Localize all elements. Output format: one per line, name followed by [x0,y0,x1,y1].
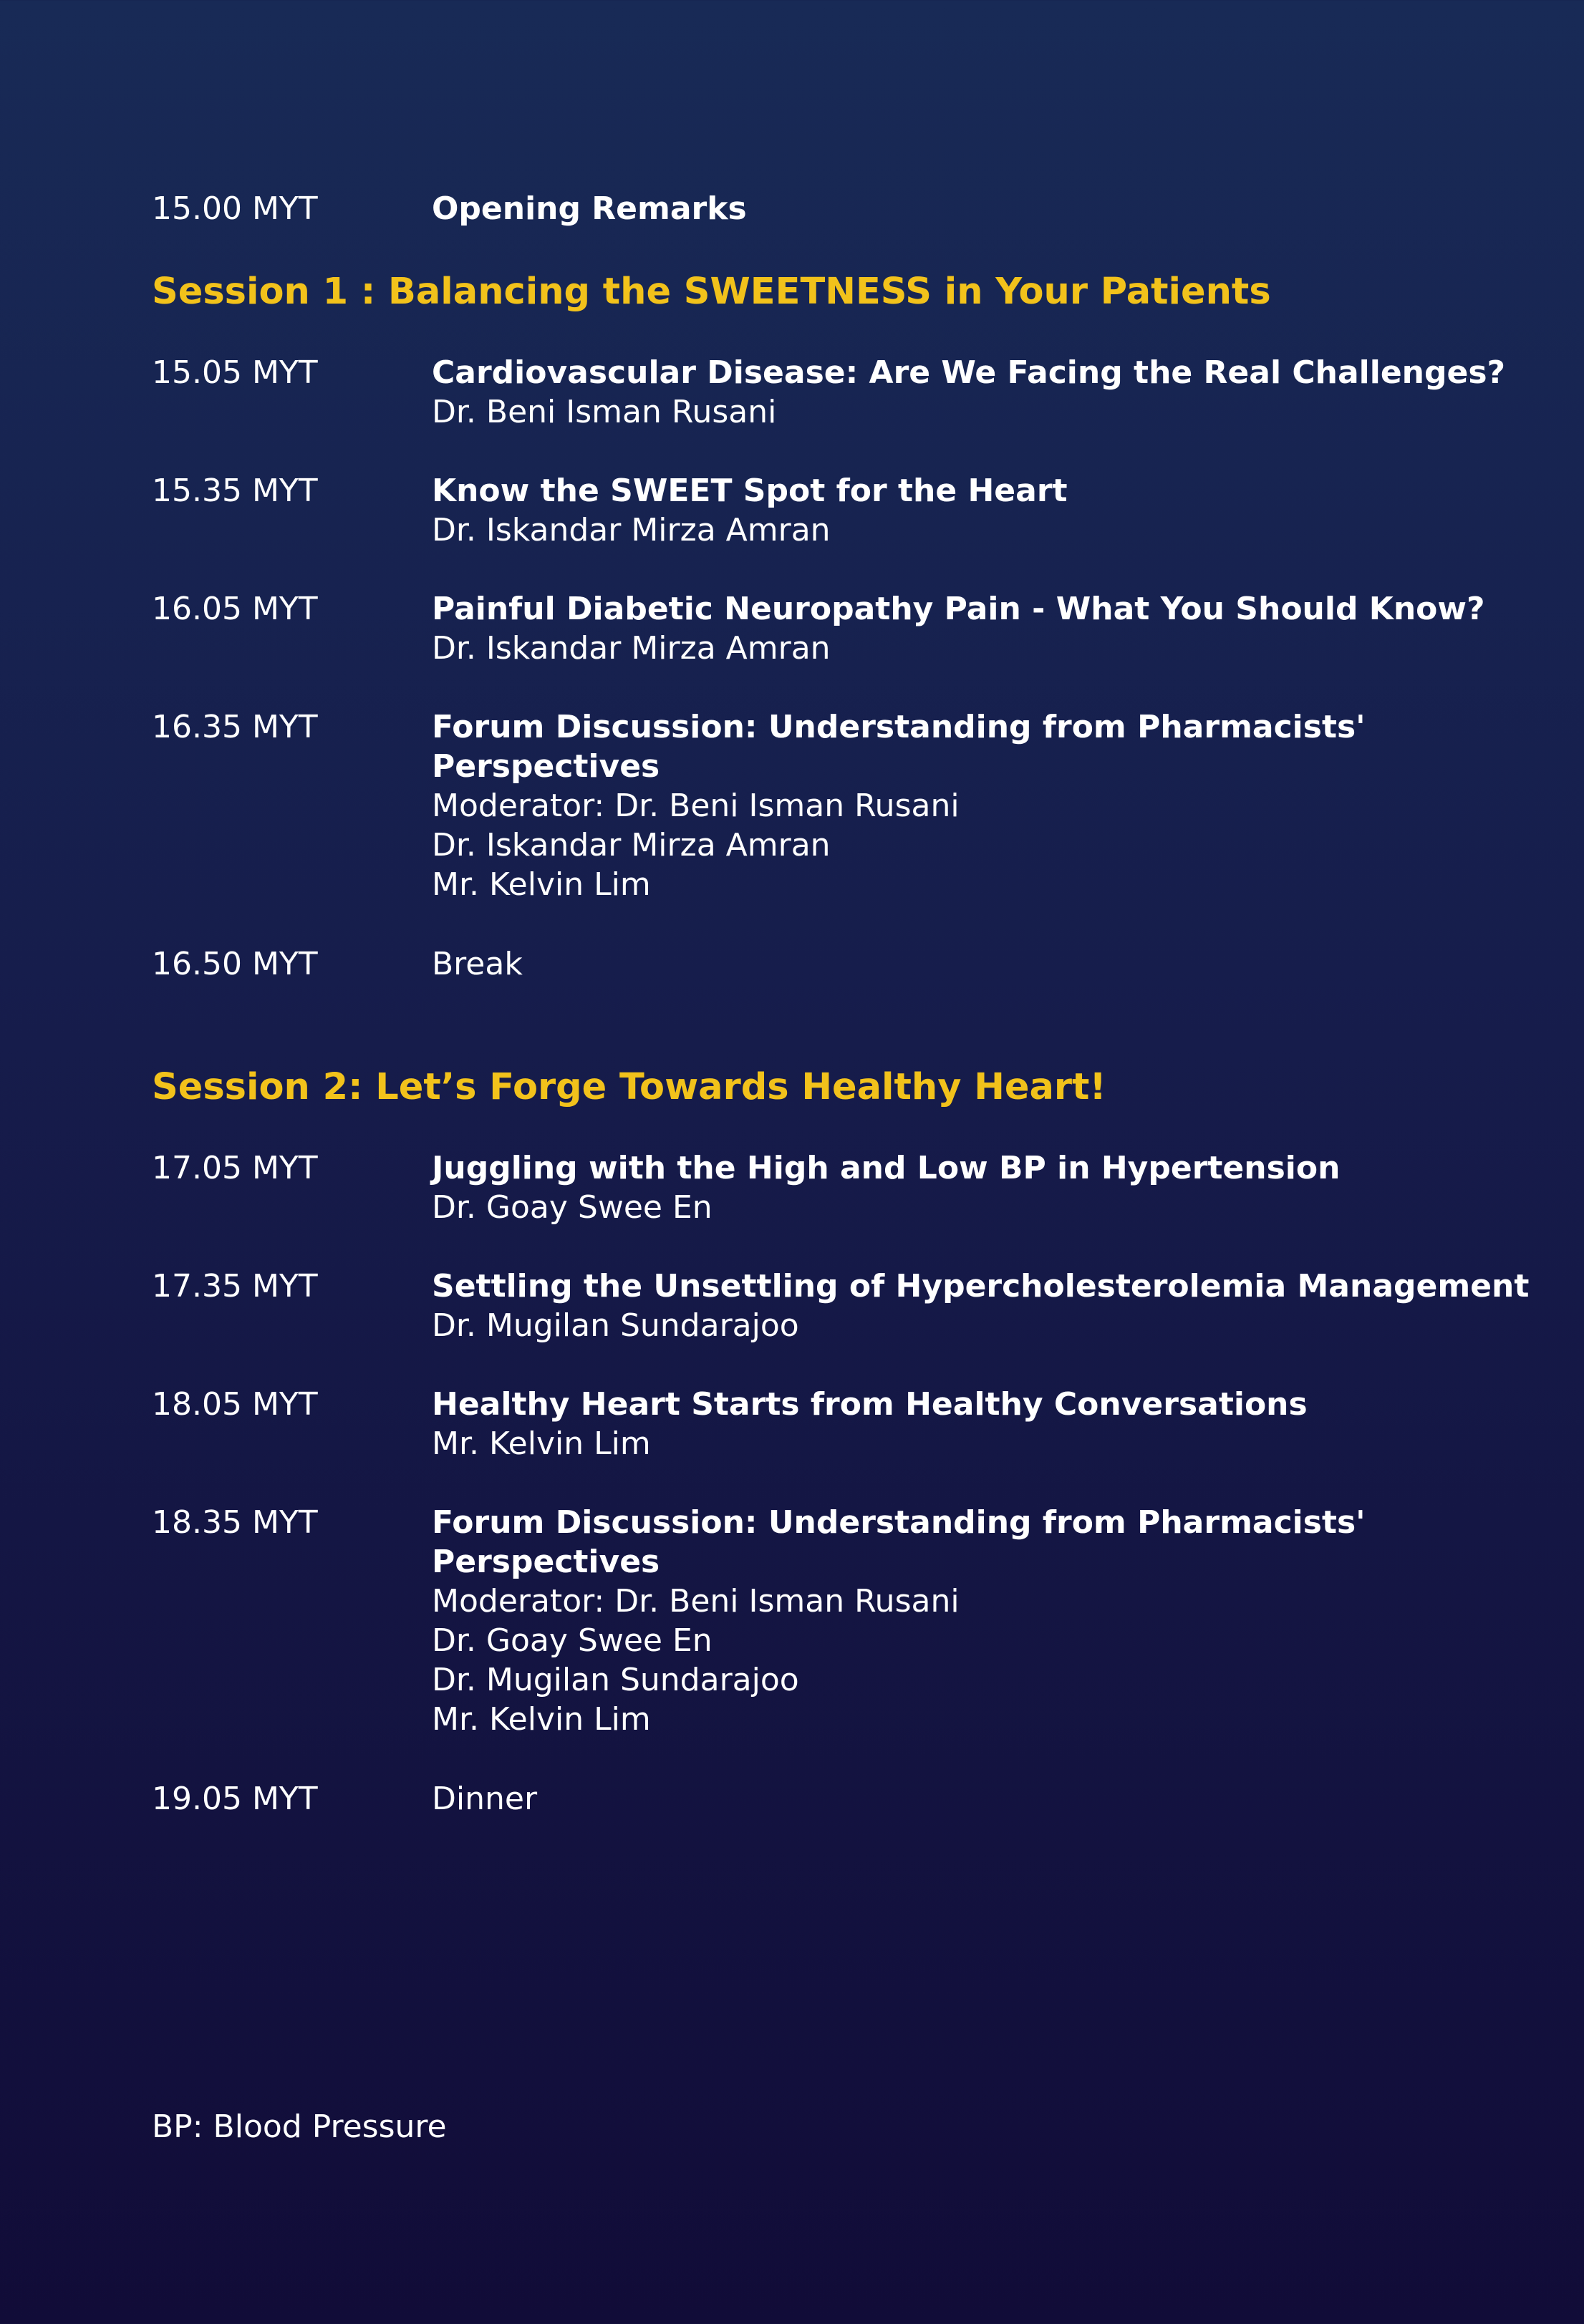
time-label: 15.35 MYT [152,473,318,509]
agenda-title: Opening Remarks [432,190,747,227]
moderator-name: Moderator: Dr. Beni Isman Rusani [432,788,960,824]
time-label: 18.05 MYT [152,1386,318,1423]
time-label: 16.05 MYT [152,591,318,627]
agenda-content [432,707,1584,904]
speaker-name: Dr. Goay Swee En [432,1189,713,1226]
session-1-heading: Session 1 : Balancing the SWEETNESS in Your Patients [152,271,1271,313]
agenda-title-line: Forum Discussion: Understanding from Pharmacists' [432,709,1366,745]
speaker-name: Dr. Iskandar Mirza Amran [432,630,831,667]
time-label: 19.05 MYT [152,1781,318,1817]
agenda-content [432,589,1584,668]
agenda-title-line: Forum Discussion: Understanding from Pharmacists' [432,1504,1366,1541]
speaker-name: Mr. Kelvin Lim [432,1701,651,1738]
speaker-name: Dr. Mugilan Sundarajoo [432,1307,799,1344]
agenda-title-line: Perspectives [432,748,660,785]
agenda-content [432,1148,1584,1227]
speaker-name: Dr. Beni Isman Rusani [432,394,777,430]
speaker-name: Mr. Kelvin Lim [432,866,651,903]
speaker-name: Mr. Kelvin Lim [432,1425,651,1462]
agenda-content [432,1267,1584,1345]
agenda-title: Know the SWEET Spot for the Heart [432,473,1068,509]
agenda-content [432,471,1584,550]
agenda-title: Settling the Unsettling of Hypercholesterolemia Management [432,1268,1530,1304]
session-2-heading: Session 2: Let’s Forge Towards Healthy Heart! [152,1066,1106,1108]
agenda-title: Healthy Heart Starts from Healthy Conversations [432,1386,1308,1423]
agenda-content [432,1503,1584,1739]
agenda-content [432,353,1584,432]
moderator-name: Moderator: Dr. Beni Isman Rusani [432,1583,960,1619]
speaker-name: Dr. Goay Swee En [432,1622,713,1659]
agenda-content [432,189,1584,228]
agenda-title-line: Perspectives [432,1544,660,1580]
time-label: 15.00 MYT [152,190,318,227]
agenda-title: Cardiovascular Disease: Are We Facing the Real Challenges? [432,354,1506,391]
time-label: 16.35 MYT [152,709,318,745]
speaker-name: Dr. Iskandar Mirza Amran [432,512,831,548]
time-label: 17.35 MYT [152,1268,318,1304]
time-label: 17.05 MYT [152,1150,318,1186]
speaker-name: Dr. Iskandar Mirza Amran [432,827,831,863]
agenda-content [432,944,1584,984]
footnote: BP: Blood Pressure [152,2108,447,2145]
dinner-label: Dinner [432,1781,538,1817]
break-label: Break [432,946,523,982]
agenda-title: Painful Diabetic Neuropathy Pain - What You Should Know? [432,591,1485,627]
speaker-name: Dr. Mugilan Sundarajoo [432,1662,799,1698]
agenda-content [432,1385,1584,1463]
time-label: 18.35 MYT [152,1504,318,1541]
time-label: 15.05 MYT [152,354,318,391]
time-label: 16.50 MYT [152,946,318,982]
agenda-content [432,1779,1584,1819]
agenda-title: Juggling with the High and Low BP in Hypertension [432,1150,1341,1186]
